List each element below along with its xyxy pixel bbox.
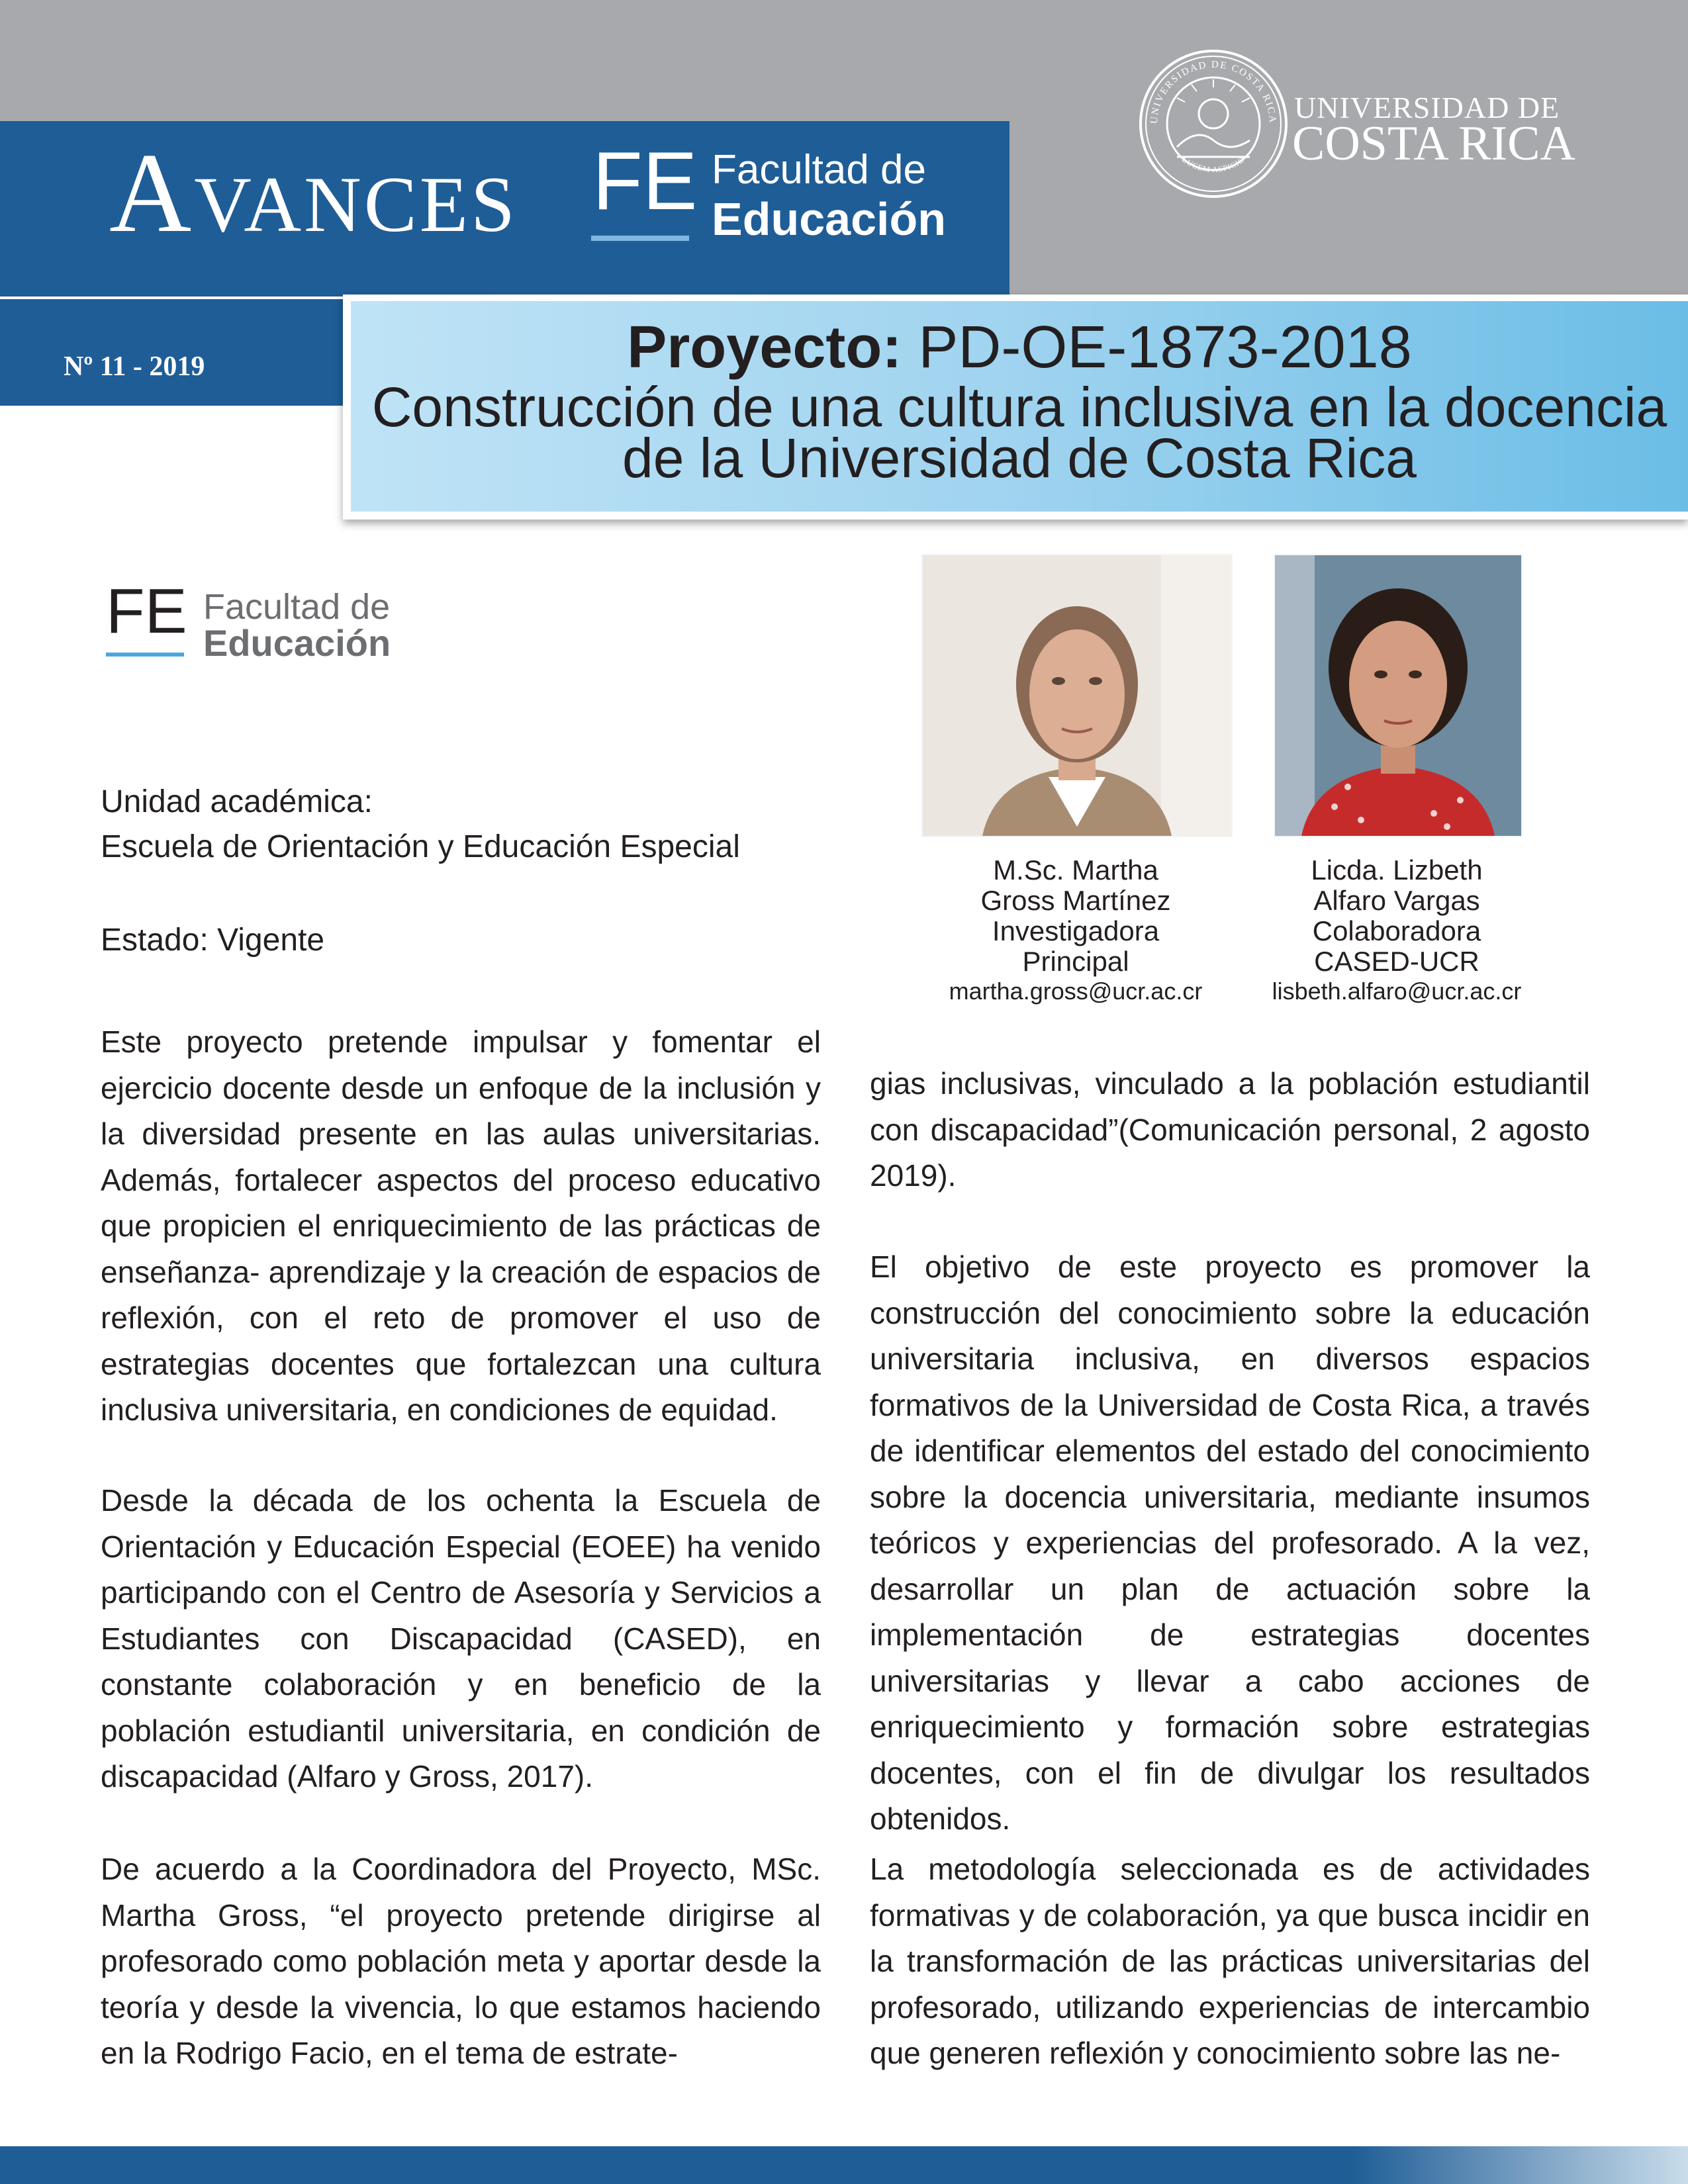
caption-line: Licda. Lizbeth	[1311, 854, 1483, 886]
masthead-title: Avances	[109, 130, 518, 256]
paragraph-history: Desde la década de los ochenta la Escuela de Orientación y Educación Especial (EOEE) ha venido participando con el Centro de Asesoría y Servicios a Estudiantes con Discapacidad (CASED), en constante colaboración y en beneficio de la población estudiantil universitaria, en condición de discapacidad (Alfaro y Gross, 2017).	[101, 1483, 821, 1794]
unidad-value: Escuela de Orientación y Educación Especial	[101, 829, 740, 864]
caption-line: CASED-UCR	[1314, 946, 1479, 977]
university-name-line2: COSTA RICA	[1292, 116, 1575, 171]
paragraph-intro: Este proyecto pretende impulsar y fomentar el ejercicio docente desde un enfoque de la inclusión y la diversidad presente en las aulas universitarias. Además, fortalecer aspectos del proceso educativo que propicien el enriquecimiento de las prácticas de enseñanza- aprendizaje y la creación de espacios de reflexión, con el reto de promover el uso de estrategias docentes que fortalezcan una cultura inclusiva universitaria, en condiciones de equidad.	[101, 1024, 821, 1427]
fe-body-logo-abbrev: FE	[106, 576, 187, 647]
caption-martha-gross	[914, 856, 1238, 1009]
caption-line: Alfaro Vargas	[1313, 885, 1480, 916]
university-seal-icon	[1137, 48, 1289, 200]
faculty-name-line1: Facultad de	[712, 147, 926, 193]
photo-martha-gross	[921, 554, 1233, 837]
fe-logo-underline	[591, 236, 689, 241]
project-title-line2: de la Universidad de Costa Rica	[622, 427, 1417, 489]
issue-number: Nº 11 - 2019	[64, 351, 205, 382]
email-martha-gross[interactable]: martha.gross@ucr.ac.cr	[949, 978, 1203, 1005]
paragraph-objective: El objetivo de este proyecto es promover la construcción del conocimiento sobre la educación universitaria inclusiva, en diversos espacios formativos de la Universidad de Costa Rica, a través de identificar elementos del estado del conocimiento sobre la docencia universitaria, mediante insumos teóricos y experiencias del profesorado. A la vez, desarrollar un plan de actuación sobre la implementación de estrategias docentes universitarias y llevar a cabo acciones de enriquecimiento y formación sobre estrategias docentes, con el fin de divulgar los resultados obtenidos.	[870, 1250, 1590, 1836]
seal-text-top: UNIVERSIDAD DE COSTA RICA	[1149, 59, 1278, 124]
caption-lizbeth-alfaro	[1244, 856, 1549, 1009]
caption-line: M.Sc. Martha	[993, 854, 1158, 886]
project-code: PD-OE-1873-2018	[902, 314, 1412, 381]
unidad-label: Unidad académica:	[101, 784, 373, 819]
seal-text-bottom: LUCEM ASPICIO	[1180, 154, 1246, 175]
project-prefix: Proyecto:	[627, 314, 902, 381]
fe-logo-abbrev: FE	[592, 136, 698, 227]
project-code-line	[351, 314, 1688, 381]
footer-bar	[0, 2146, 1688, 2184]
faculty-name-line2: Educación	[712, 193, 946, 245]
caption-line: Investigadora	[992, 915, 1160, 946]
caption-line: Gross Martínez	[980, 885, 1171, 916]
photo-lizbeth-alfaro	[1274, 554, 1523, 837]
paragraph-coordinator: De acuerdo a la Coordinadora del Proyecto, MSc. Martha Gross, “el proyecto pretende dirigirse al profesorado como población meta y aportar desde la teoría y desde la vivencia, lo que estamos haciendo en la Rodrigo Facio, en el tema de estrate-	[101, 1852, 821, 2070]
university-name-line1: UNIVERSIDAD DE	[1294, 91, 1560, 124]
caption-line: Colaboradora	[1312, 915, 1481, 946]
paragraph-quote-continued: gias inclusivas, vinculado a la población estudiantil con discapacidad”(Comunicación personal, 2 agosto 2019).	[870, 1066, 1590, 1193]
fe-body-logo-underline	[106, 653, 184, 657]
project-title-line1: Construcción de una cultura inclusiva en la docencia	[371, 376, 1667, 438]
body-logo-line2: Educación	[203, 622, 391, 664]
email-lizbeth-alfaro[interactable]: lisbeth.alfaro@ucr.ac.cr	[1272, 978, 1522, 1005]
estado-text: Estado: Vigente	[101, 923, 325, 958]
caption-line: Principal	[1022, 946, 1129, 977]
body-logo-line1: Facultad de	[203, 587, 391, 627]
paragraph-methodology: La metodología seleccionada es de actividades formativas y de colaboración, ya que busca incidir en la transformación de las prácticas universitarias del profesorado, utilizando experiencias de intercambio que generen reflexión y conocimiento sobre las ne-	[870, 1852, 1590, 2070]
